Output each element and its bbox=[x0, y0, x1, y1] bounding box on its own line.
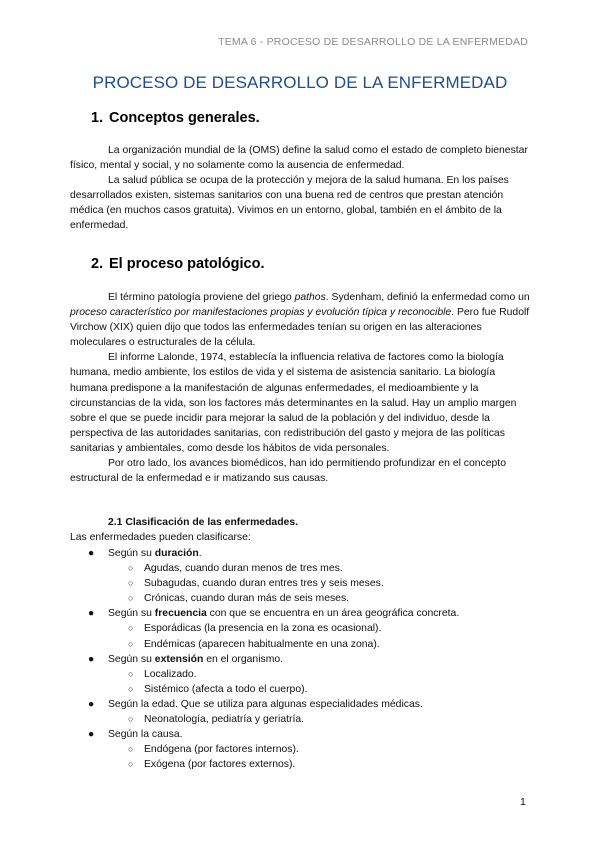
running-header: TEMA 6 - PROCESO DE DESARROLLO DE LA ENFERMEDAD bbox=[218, 36, 528, 48]
document-title: PROCESO DE DESARROLLO DE LA ENFERMEDAD bbox=[92, 73, 508, 92]
section-1-body bbox=[70, 143, 530, 234]
section-2-title: El proceso patológico. bbox=[109, 256, 265, 272]
bullet-icon: ● bbox=[88, 608, 95, 620]
pathos-term: pathos bbox=[294, 292, 326, 303]
section-2-number: 2. bbox=[91, 256, 104, 272]
hollow-bullet-icon: ○ bbox=[128, 638, 134, 649]
section-1-number: 1. bbox=[91, 110, 104, 126]
sub-list-item: ○ Endógena (por factores internos). bbox=[70, 742, 530, 757]
sub-list-item: ○ Subagudas, cuando duran entres tres y seis meses. bbox=[70, 576, 530, 591]
sub-list-item: ○ Localizado. bbox=[70, 667, 530, 682]
sub-list-item: ○ Endémicas (aparecen habitualmente en una zona). bbox=[70, 637, 530, 652]
hollow-bullet-icon: ○ bbox=[128, 623, 134, 634]
paragraph: La salud pública se ocupa de la protección y mejora de la salud humana. En los países desarrollados existen, sistemas sanitarios con una buena red de centros que prestan atención médica (en muchos casos gratuita). Vivimos en un entorno, global, también en el ámbito de la enfermedad. bbox=[70, 175, 509, 232]
section-1-title: Conceptos generales. bbox=[109, 110, 260, 126]
classification-list bbox=[70, 546, 530, 772]
hollow-bullet-icon: ○ bbox=[128, 563, 134, 574]
bullet-icon: ● bbox=[88, 548, 95, 559]
hollow-bullet-icon: ○ bbox=[128, 714, 134, 725]
bullet-icon: ● bbox=[88, 653, 95, 665]
criterion-keyword: extensión bbox=[154, 653, 204, 665]
page-number: 1 bbox=[520, 796, 526, 808]
hollow-bullet-icon: ○ bbox=[128, 683, 134, 694]
paragraph: El informe Lalonde, 1974, establecía la influencia relativa de factores como la biología humana, medio ambiente, los estilos de vida y el sistema de asistencia sanitario. La biología humana predispone a la manifestación de algunas enfermedades, el medioambiente y la circunstancias de la vida, son los factores más determinantes en la salud. Hay un amplio margen sobre el que se puede incidir para mejorar la salud de la población y del individuo, desde la perspectiva de las autoridades sanitarias, con redistribución del gasto y mejora de las políticas sanitarias y ambientales, como desde los hábitos de vida personales. bbox=[70, 352, 517, 454]
paragraph: El término patología proviene del griego pathos. Sydenham, definió la enfermedad como un proceso característico por manifestaciones propias y evolución típica y reconocible. Pero fue Rudolf Virchow (XIX) quien dijo que todos las enfermedades tenían su origen en las alteraciones moleculares o estructurales de la célula. bbox=[70, 292, 530, 349]
list-item: ● Según la edad. Que se utiliza para algunas especialidades médicas. bbox=[70, 697, 530, 712]
list-intro: Las enfermedades pueden clasificarse: bbox=[70, 532, 251, 543]
section-2-body bbox=[70, 290, 530, 486]
paragraph: Por otro lado, los avances biomédicos, han ido permitiendo profundizar en el concepto estructural de la enfermedad e ir matizando sus causas. bbox=[70, 458, 506, 485]
sydenham-definition: proceso característico por manifestaciones propias y evolución típica y reconocible bbox=[70, 307, 452, 319]
section-1-heading bbox=[91, 110, 260, 126]
sub-list-item: ○ Esporádicas (la presencia en la zona es ocasional). bbox=[70, 621, 530, 636]
bullet-icon: ● bbox=[88, 698, 95, 710]
sub-list-item: ○ Sistémico (afecta a todo el cuerpo). bbox=[70, 682, 530, 697]
list-item: ● Según la causa. bbox=[70, 727, 530, 742]
hollow-bullet-icon: ○ bbox=[128, 593, 134, 604]
bullet-icon: ● bbox=[88, 729, 95, 741]
sub-list-item: ○ Exógena (por factores externos). bbox=[70, 757, 530, 772]
criterion-keyword: duración bbox=[154, 548, 199, 559]
sub-list-item: ○ Crónicas, cuando duran más de seis meses. bbox=[70, 591, 530, 606]
criterion-keyword: frecuencia bbox=[154, 608, 207, 620]
hollow-bullet-icon: ○ bbox=[128, 744, 134, 755]
subsection-heading: 2.1 Clasificación de las enfermedades. bbox=[108, 517, 299, 528]
hollow-bullet-icon: ○ bbox=[128, 668, 134, 679]
sub-list-item: ○ Agudas, cuando duran menos de tres mes. bbox=[70, 561, 530, 576]
sub-list-item: ○ Neonatología, pediatría y geriatría. bbox=[70, 712, 530, 727]
hollow-bullet-icon: ○ bbox=[128, 759, 134, 770]
list-item: ● Según su frecuencia con que se encuentra en un área geográfica concreta. bbox=[70, 606, 530, 621]
list-item: ● Según su duración. bbox=[70, 546, 530, 561]
list-item: ● Según su extensión en el organismo. bbox=[70, 652, 530, 667]
paragraph: La organización mundial de la (OMS) define la salud como el estado de completo bienestar físico, mental y social, y no solamente como la ausencia de enfermedad. bbox=[70, 145, 528, 172]
hollow-bullet-icon: ○ bbox=[128, 578, 134, 589]
section-2-heading bbox=[91, 256, 265, 272]
